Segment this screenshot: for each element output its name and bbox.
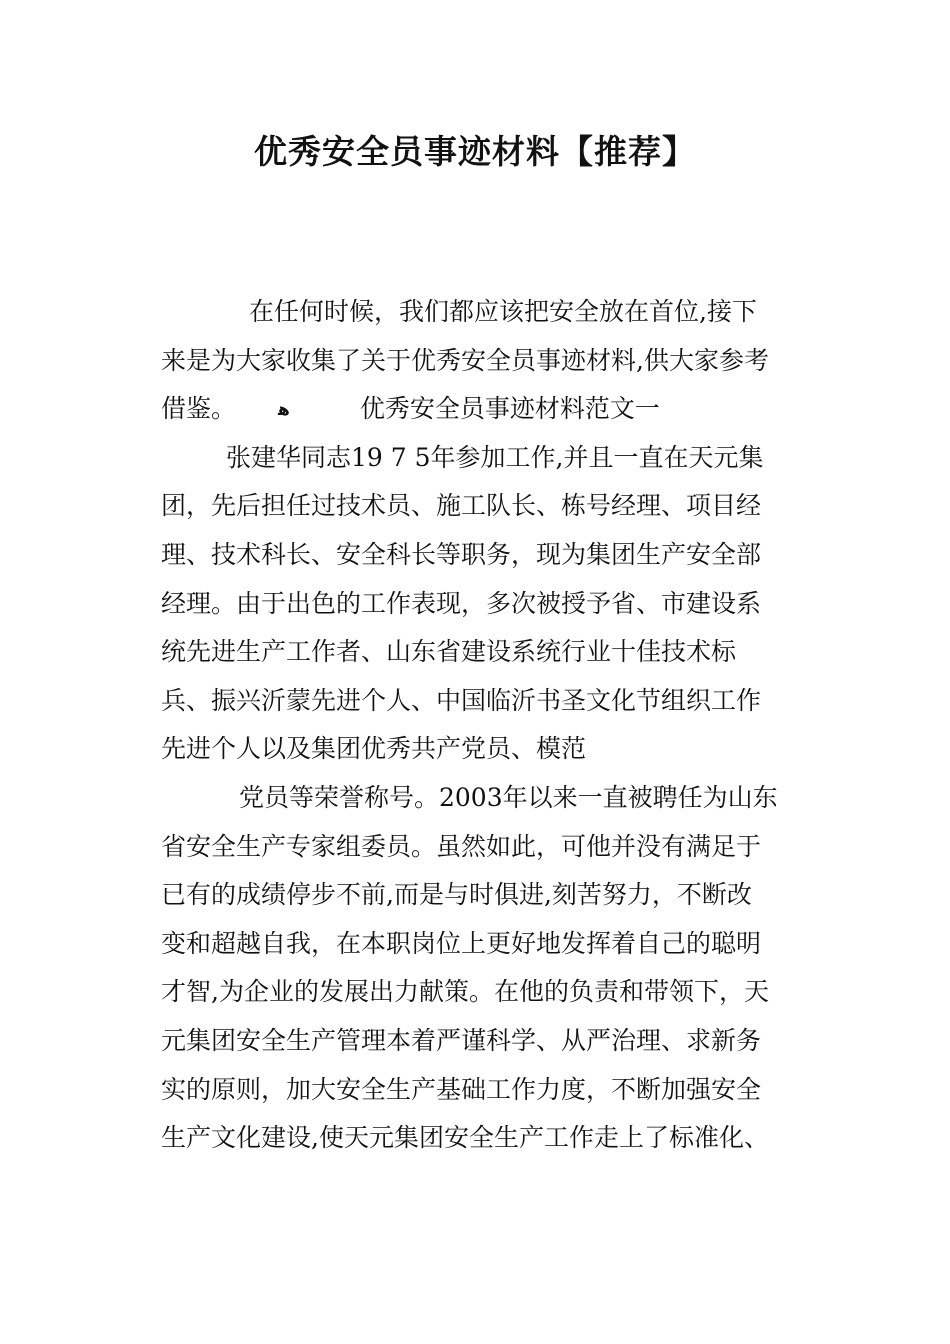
paragraph-line: 已有的成绩停步不前,而是与时俱进,刻苦努力，不断改 <box>161 880 752 910</box>
paragraph-line: 生产文化建设,使天元集团安全生产工作走上了标准化、 <box>161 1123 769 1153</box>
intro-text: 借鉴。 <box>161 394 237 424</box>
paragraph-line: 先进个人以及集团优秀共产党员、模范 <box>161 734 587 764</box>
paragraph-line: 元集团安全生产管理本着严谨科学、从严治理、求新务 <box>161 1025 762 1055</box>
paragraph-line: 兵、振兴沂蒙先进个人、中国临沂书圣文化节组织工作 <box>161 685 762 715</box>
intro-line-with-heading <box>161 385 801 434</box>
document-title: 优秀安全员事迹材料【推荐】 <box>254 132 696 171</box>
paragraph-line: 理、技术科长、安全科长等职务，现为集团生产安全部 <box>161 539 762 569</box>
paragraph-line: 才智,为企业的发展出力献策。在他的负责和带领下，天 <box>161 977 769 1007</box>
paragraph-line: 实的原则，加大安全生产基础工作力度，不断加强安全 <box>161 1074 762 1104</box>
intro-line: 来是为大家收集了关于优秀安全员事迹材料,供大家参考 <box>161 345 769 375</box>
stray-glyph: ﻫ <box>278 400 290 421</box>
paragraph-line: 变和超越自我，在本职岗位上更好地发挥着自己的聪明 <box>161 928 762 958</box>
section-heading: 优秀安全员事迹材料范文一 <box>359 394 660 424</box>
paragraph-line: 党员等荣誉称号。2003年以来一直被聘任为山东 <box>239 782 778 812</box>
paragraph-line: 省安全生产专家组委员。虽然如此，可他并没有满足于 <box>161 831 762 861</box>
document-body <box>161 288 801 1163</box>
paragraph-line: 张建华同志19 7 5年参加工作,并且一直在天元集 <box>226 442 764 472</box>
paragraph-line: 经理。由于出色的工作表现，多次被授予省、市建设系 <box>161 588 762 618</box>
intro-line: 在任何时候，我们都应该把安全放在首位,接下 <box>249 297 757 326</box>
paragraph-line: 团，先后担任过技术员、施工队长、栋号经理、项目经 <box>161 491 762 521</box>
paragraph-line: 统先进生产工作者、山东省建设系统行业十佳技术标 <box>161 637 737 667</box>
